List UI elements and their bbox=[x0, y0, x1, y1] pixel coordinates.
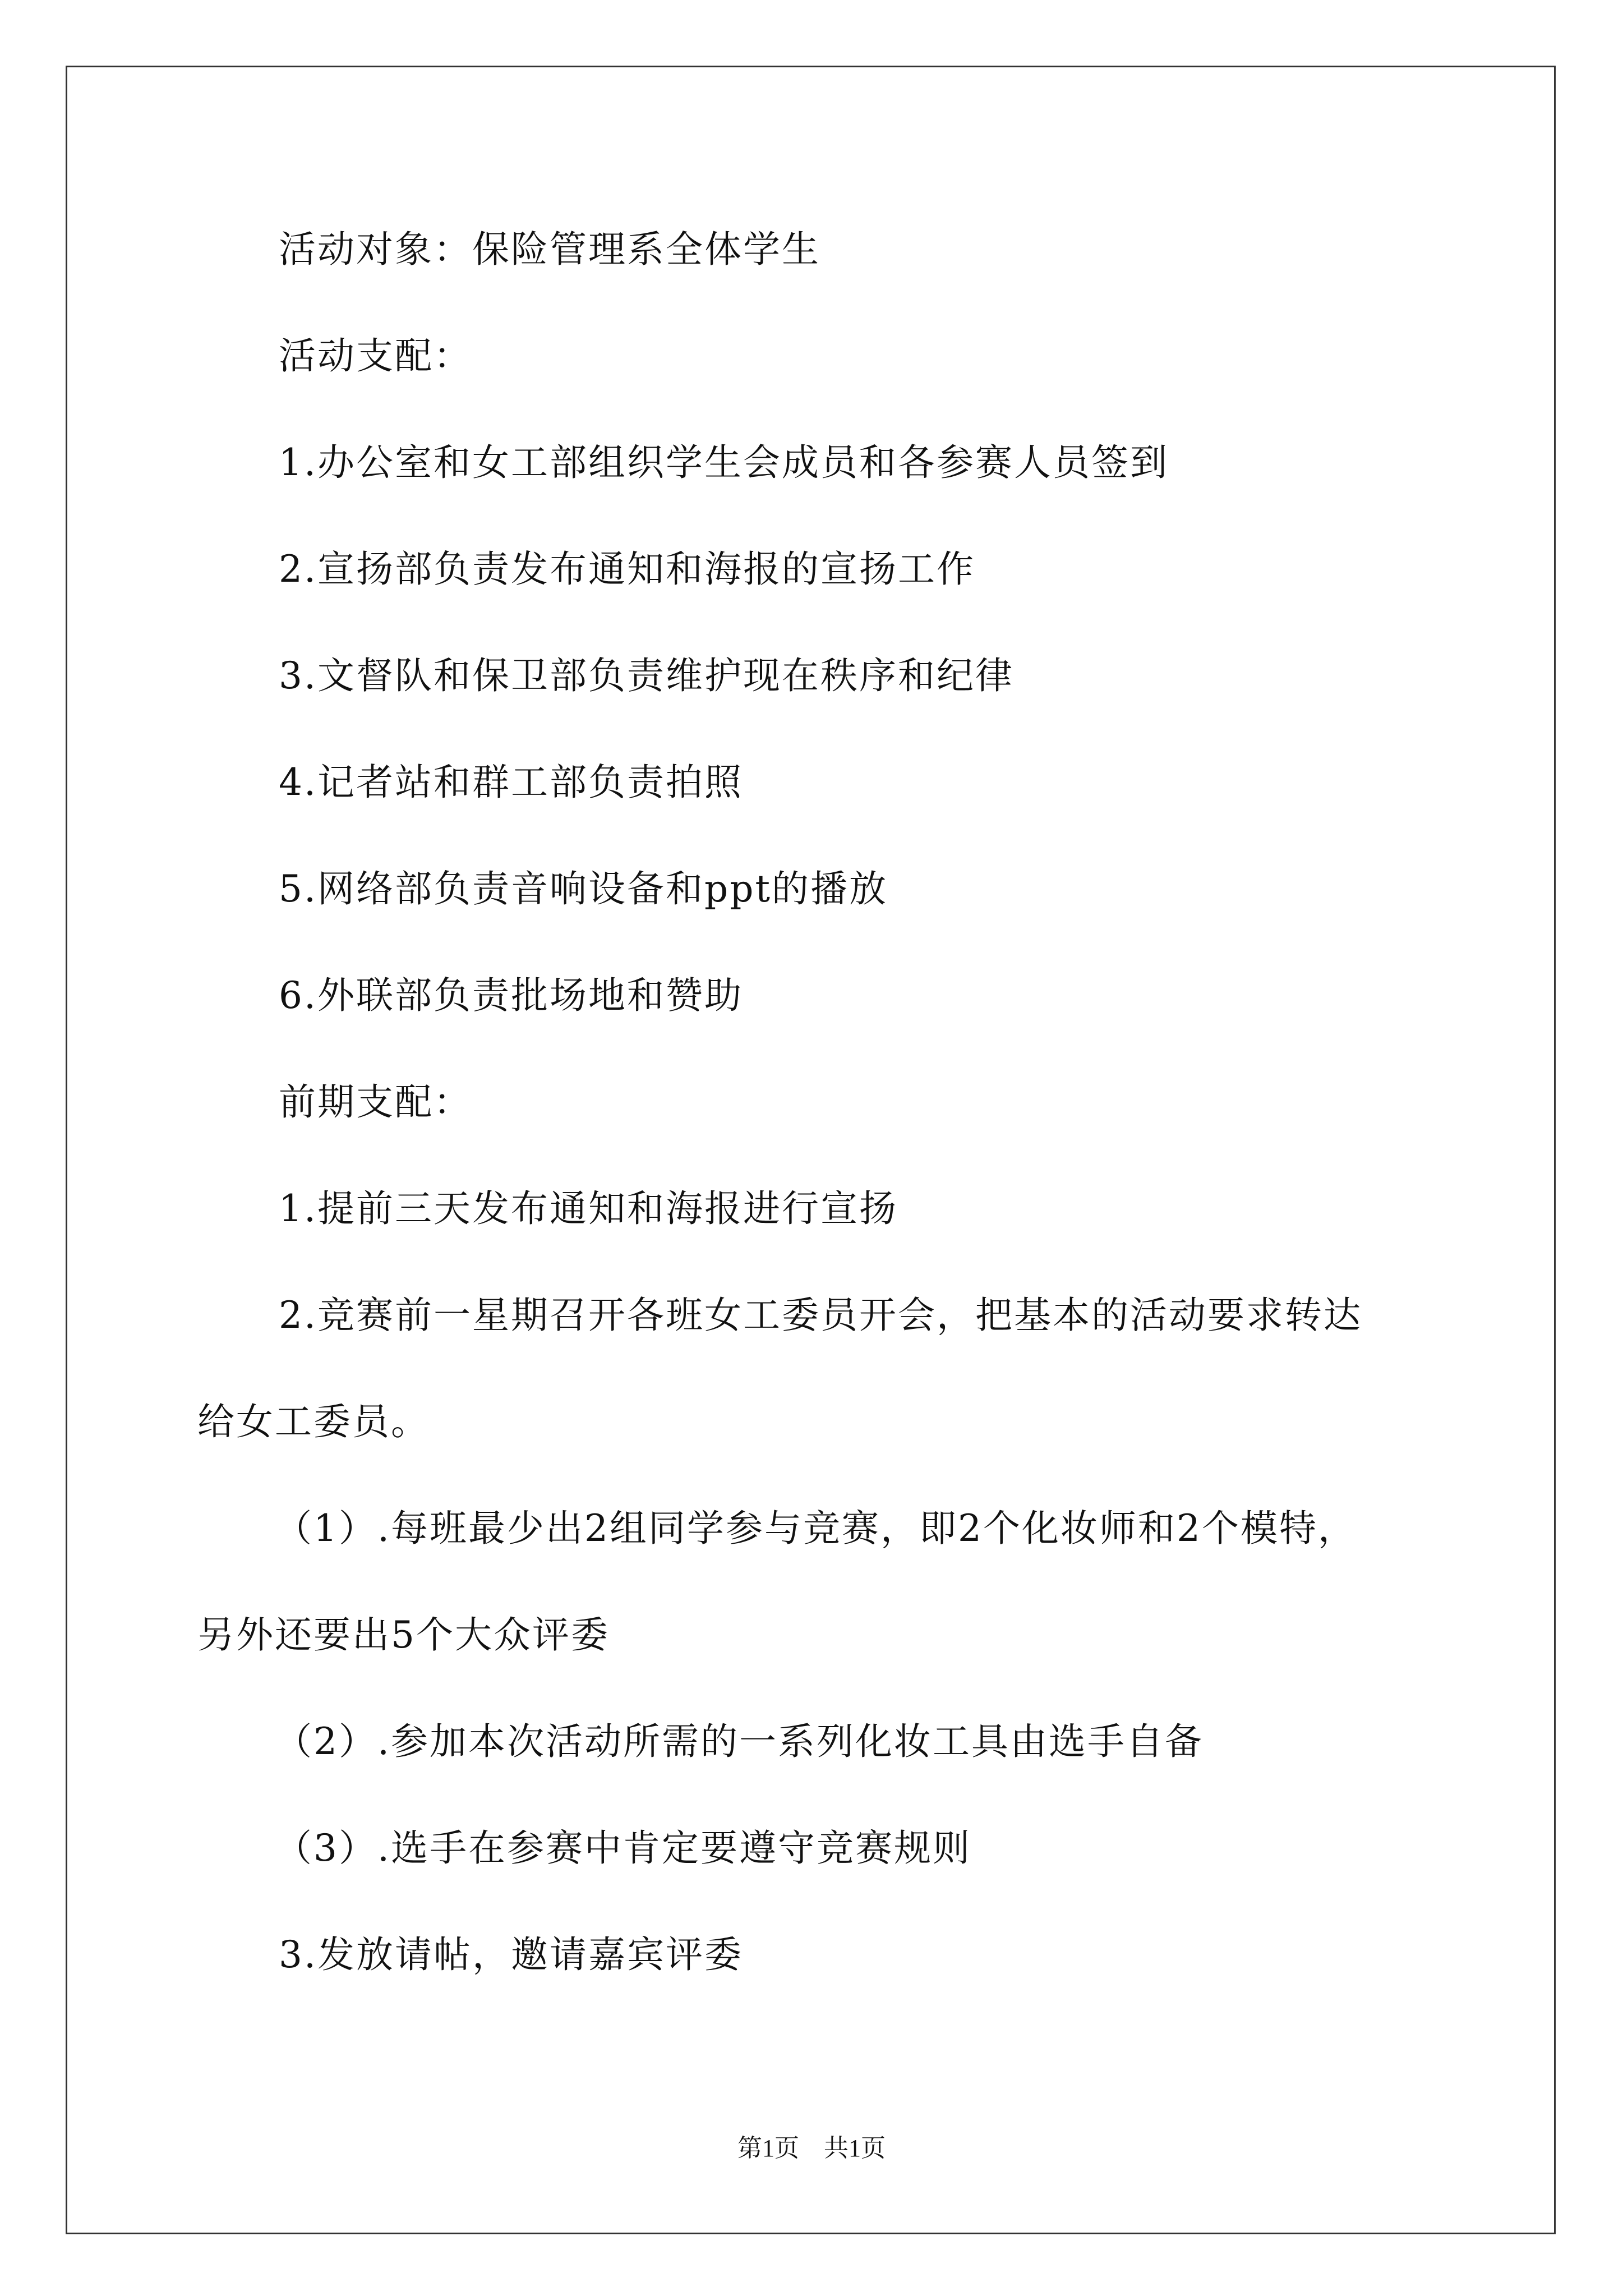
paragraph-line: 3.发放请帖，邀请嘉宾评委 bbox=[279, 1933, 743, 1976]
paragraph-line: 给女工委员。 bbox=[197, 1400, 430, 1443]
paragraph-line: 2.宣扬部负责发布通知和海报的宣扬工作 bbox=[279, 547, 975, 591]
paragraph-line: 另外还要出5个大众评委 bbox=[197, 1613, 610, 1657]
page-footer: 第1页 共1页 bbox=[737, 2134, 886, 2162]
paragraph-line: 1.办公室和女工部组织学生会成员和各参赛人员签到 bbox=[279, 441, 1169, 484]
paragraph-line: 活动对象：保险管理系全体学生 bbox=[279, 228, 820, 271]
paragraph-line: 6.外联部负责批场地和赞助 bbox=[279, 974, 743, 1017]
paragraph-line: 3.文督队和保卫部负责维护现在秩序和纪律 bbox=[279, 654, 1014, 697]
paragraph-line: （3）.选手在参赛中肯定要遵守竞赛规则 bbox=[275, 1826, 971, 1870]
page-border bbox=[66, 66, 1556, 2234]
paragraph-line: 4.记者站和群工部负责拍照 bbox=[279, 761, 743, 804]
paragraph-line: 活动支配： bbox=[279, 334, 472, 378]
paragraph-line: （1）.每班最少出2组同学参与竞赛，即2个化妆师和2个模特， bbox=[275, 1507, 1357, 1550]
paragraph-line: 2.竞赛前一星期召开各班女工委员开会，把基本的活动要求转达 bbox=[279, 1294, 1362, 1337]
paragraph-line: 前期支配： bbox=[279, 1080, 472, 1124]
paragraph-line: （2）.参加本次活动所需的一系列化妆工具由选手自备 bbox=[275, 1720, 1204, 1763]
paragraph-line: 5.网络部负责音响设备和ppt的播放 bbox=[279, 867, 888, 910]
paragraph-line: 1.提前三天发布通知和海报进行宣扬 bbox=[279, 1187, 898, 1230]
